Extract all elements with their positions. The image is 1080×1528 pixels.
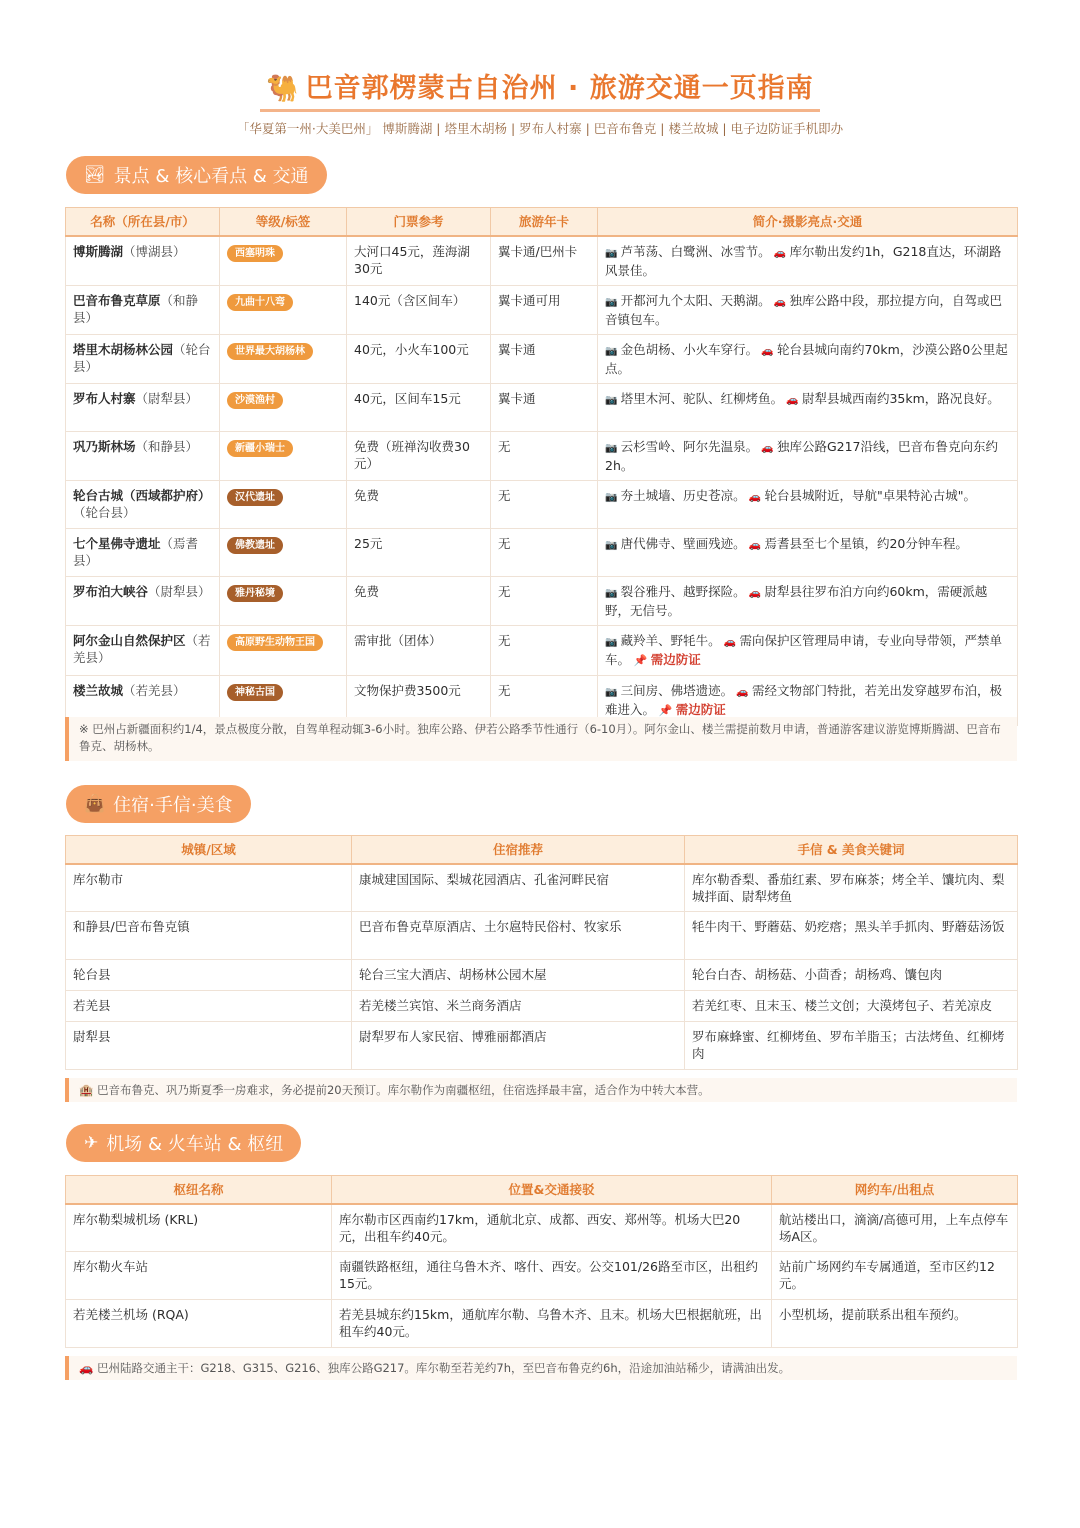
attraction-name: 罗布泊大峡谷 <box>73 583 149 599</box>
attraction-tag-cell <box>220 576 347 625</box>
attraction-tag-badge: 雅丹秘境 <box>227 585 283 602</box>
table-row <box>66 334 1018 383</box>
column-header: 手信 & 美食关键词 <box>685 836 1018 864</box>
ticket-price-cell: 免费（班禅沟收费30元） <box>347 431 491 480</box>
car-icon: 🚗 <box>720 636 740 648</box>
hubs-table <box>65 1175 1018 1348</box>
column-header: 简介·摄影亮点·交通 <box>598 208 1018 236</box>
highlight-text: 藏羚羊、野牦牛。 <box>620 632 721 648</box>
traffic-text: 尉犁县往罗布泊方向约60km，需硬派越野，无信号。 <box>605 583 988 618</box>
attraction-tag-cell <box>220 528 347 576</box>
table-header-row <box>66 1176 1018 1204</box>
traffic-text: 需经文物部门特批，若羌出发穿越罗布泊，极难进入。 <box>605 682 1002 717</box>
annual-card-cell: 无 <box>491 528 598 576</box>
page-header <box>0 66 1080 112</box>
ticket-price-cell: 140元（含区间车） <box>347 285 491 334</box>
annual-card-cell: 翼卡通 <box>491 383 598 431</box>
lodging-table <box>65 835 1018 1070</box>
car-icon: 🚗 <box>745 539 765 551</box>
ticket-price-cell: 免费 <box>347 576 491 625</box>
attraction-name-cell <box>66 528 220 576</box>
traffic-text: 库尔勒出发约1h，G218直达，环湖路风景佳。 <box>605 243 1002 278</box>
highlight-text: 芦苇荡、白鹭洲、冰雪节。 <box>620 243 771 259</box>
attraction-name: 阿尔金山自然保护区 <box>73 632 186 648</box>
table-row <box>66 1022 1018 1070</box>
camera-icon: 📷 <box>605 491 621 503</box>
table-header-row <box>66 208 1018 236</box>
attraction-name-cell <box>66 236 220 286</box>
attraction-county: （和静县） <box>135 438 199 454</box>
food-cell: 轮台白杏、胡杨菇、小茴香；胡杨鸡、馕包肉 <box>685 960 1018 991</box>
attraction-county: （若羌县） <box>73 632 211 665</box>
table-row <box>66 480 1018 528</box>
annual-card-cell: 无 <box>491 480 598 528</box>
car-icon: 🚗 <box>783 394 802 406</box>
traffic-text: 独库公路G217沿线，巴音布鲁克向东约2h。 <box>605 438 999 473</box>
attraction-tag-cell <box>220 431 347 480</box>
attraction-name: 巴音布鲁克草原 <box>73 292 161 308</box>
attractions-note: ※ 巴州占新疆面积约1/4，景点极度分散，自驾单程动辄3-6小时。独库公路、伊若公路季节性通行（6-10月）。阿尔金山、楼兰需提前数月申请，普通游客建议游览博斯腾湖、巴音布鲁克、胡杨林。 <box>65 717 1017 761</box>
attraction-name-cell <box>66 625 220 675</box>
attraction-tag-cell <box>220 334 347 383</box>
camera-icon: 📷 <box>605 394 621 406</box>
attraction-tag-cell <box>220 480 347 528</box>
table-row <box>66 912 1018 960</box>
attraction-name: 博斯腾湖 <box>73 243 124 259</box>
attraction-name-cell <box>66 576 220 625</box>
hotel-cell: 巴音布鲁克草原酒店、土尔扈特民俗村、牧家乐 <box>352 912 685 960</box>
attraction-tag-cell <box>220 625 347 675</box>
hotel-cell: 若羌楼兰宾馆、米兰商务酒店 <box>352 991 685 1022</box>
highlight-text: 三间房、佛塔遗迹。 <box>620 682 734 698</box>
column-header: 网约车/出租点 <box>772 1176 1018 1204</box>
table-row <box>66 528 1018 576</box>
table-row <box>66 1204 1018 1252</box>
traffic-text: 需向保护区管理局申请，专业向导带领，严禁单车。 <box>605 632 1002 667</box>
table-row <box>66 1252 1018 1300</box>
hub-taxi-cell: 小型机场，提前联系出租车预约。 <box>772 1300 1018 1348</box>
table-row <box>66 383 1018 431</box>
hotel-cell: 尉犁罗布人家民宿、博雅丽都酒店 <box>352 1022 685 1070</box>
column-header: 旅游年卡 <box>491 208 598 236</box>
car-icon: 🚗 <box>758 442 777 454</box>
section-attractions-header: 🏞 景点 & 核心看点 & 交通 <box>66 156 327 194</box>
pin-icon: 📌 <box>655 703 676 717</box>
hub-location-cell: 库尔勒市区西南约17km，通航北京、成都、西安、郑州等。机场大巴20元，出租车约40元。 <box>332 1204 772 1252</box>
area-cell: 轮台县 <box>66 960 352 991</box>
annual-card-cell: 翼卡通可用 <box>491 285 598 334</box>
car-icon: 🚗 <box>745 491 765 503</box>
column-header: 枢纽名称 <box>66 1176 332 1204</box>
ticket-price-cell: 大河口45元，莲海湖30元 <box>347 236 491 286</box>
ticket-price-cell: 免费 <box>347 480 491 528</box>
attraction-name-cell <box>66 383 220 431</box>
ticket-price-cell: 文物保护费3500元 <box>347 675 491 725</box>
attraction-tag-badge: 汉代遗址 <box>227 489 283 506</box>
traffic-text: 尉犁县城西南约35km，路况良好。 <box>801 390 1000 406</box>
annual-card-cell: 无 <box>491 431 598 480</box>
food-cell: 库尔勒香梨、番茄红素、罗布麻茶；烤全羊、馕坑肉、梨城拌面、尉犁烤鱼 <box>685 864 1018 912</box>
area-cell: 尉犁县 <box>66 1022 352 1070</box>
column-header: 名称（所在县/市） <box>66 208 220 236</box>
ticket-price-cell: 40元，小火车100元 <box>347 334 491 383</box>
attractions-table <box>65 207 1018 726</box>
area-cell: 库尔勒市 <box>66 864 352 912</box>
table-row <box>66 991 1018 1022</box>
highlight-text: 裂谷雅丹、越野探险。 <box>620 583 746 599</box>
attraction-tag-badge: 佛教遗址 <box>227 537 283 554</box>
highlight-text: 夯土城墙、历史苍凉。 <box>620 487 746 503</box>
hub-name-cell: 库尔勒梨城机场 (KRL) <box>66 1204 332 1252</box>
intro-traffic-cell <box>598 625 1018 675</box>
shopping-bag-icon: 👜 <box>84 794 106 814</box>
intro-traffic-cell <box>598 431 1018 480</box>
attraction-county: （和静县） <box>73 292 199 325</box>
camera-icon: 📷 <box>605 539 621 551</box>
attraction-county: （焉耆县） <box>73 535 199 568</box>
column-header: 等级/标签 <box>220 208 347 236</box>
page-title: 🐫 巴音郭楞蒙古自治州 · 旅游交通一页指南 <box>260 66 819 112</box>
hotel-cell: 康城建国国际、梨城花园酒店、孔雀河畔民宿 <box>352 864 685 912</box>
car-icon: 🚗 <box>770 296 790 308</box>
section-hubs-header: ✈ 机场 & 火车站 & 枢纽 <box>66 1124 301 1162</box>
table-row <box>66 625 1018 675</box>
table-header-row <box>66 836 1018 864</box>
car-icon: 🚗 <box>79 1361 94 1375</box>
intro-traffic-cell <box>598 285 1018 334</box>
car-icon: 🚗 <box>733 686 752 698</box>
ticket-price-cell: 需审批（团体） <box>347 625 491 675</box>
car-icon: 🚗 <box>758 345 777 357</box>
attraction-name: 塔里木胡杨林公园 <box>73 341 174 357</box>
attraction-name: 楼兰故城 <box>73 682 124 698</box>
hotel-icon: 🏨 <box>79 1083 94 1097</box>
hub-location-cell: 若羌县城东约15km，通航库尔勒、乌鲁木齐、且末。机场大巴根据航班，出租车约40元。 <box>332 1300 772 1348</box>
table-row <box>66 864 1018 912</box>
car-icon: 🚗 <box>745 587 765 599</box>
annual-card-cell: 翼卡通/巴州卡 <box>491 236 598 286</box>
annual-card-cell: 翼卡通 <box>491 334 598 383</box>
highlight-text: 金色胡杨、小火车穿行。 <box>620 341 759 357</box>
camera-icon: 📷 <box>605 686 621 698</box>
food-cell: 罗布麻蜂蜜、红柳烤鱼、罗布羊脂玉；古法烤鱼、红柳烤肉 <box>685 1022 1018 1070</box>
hotel-cell: 轮台三宝大酒店、胡杨林公园木屋 <box>352 960 685 991</box>
intro-traffic-cell <box>598 528 1018 576</box>
attraction-tag-badge: 西塞明珠 <box>227 245 283 262</box>
column-header: 门票参考 <box>347 208 491 236</box>
camel-icon: 🐫 <box>266 74 300 104</box>
attraction-county: （轮台县） <box>73 341 211 374</box>
camera-icon: 📷 <box>605 345 621 357</box>
annual-card-cell: 无 <box>491 625 598 675</box>
car-icon: 🚗 <box>770 247 790 259</box>
food-cell: 牦牛肉干、野蘑菇、奶疙瘩；黑头羊手抓肉、野蘑菇汤饭 <box>685 912 1018 960</box>
table-row <box>66 285 1018 334</box>
border-permit-warning: 需边防证 <box>650 651 701 667</box>
hub-taxi-cell: 站前广场网约车专属通道，至市区约12元。 <box>772 1252 1018 1300</box>
traffic-text: 焉耆县至七个星镇，约20分钟车程。 <box>764 535 968 551</box>
attraction-county: （博湖县） <box>123 243 186 259</box>
intro-traffic-cell <box>598 334 1018 383</box>
border-permit-warning: 需边防证 <box>675 701 726 717</box>
attraction-county: （尉犁县） <box>148 583 211 599</box>
hubs-note: 🚗 巴州陆路交通主干：G218、G315、G216、独库公路G217。库尔勒至若羌约7h，至巴音布鲁克约6h，沿途加油站稀少，请满油出发。 <box>65 1356 1017 1380</box>
column-header: 住宿推荐 <box>352 836 685 864</box>
attraction-name-cell <box>66 285 220 334</box>
attraction-tag-badge: 沙漠渔村 <box>227 392 283 409</box>
attraction-name-cell <box>66 480 220 528</box>
page-subtitle: 「华夏第一州·大美巴州」 博斯腾湖 | 塔里木胡杨 | 罗布人村寨 | 巴音布鲁克 | 楼兰故城 | 电子边防证手机即办 <box>236 121 844 136</box>
attraction-name: 轮台古城（西域都护府） <box>73 487 211 503</box>
table-row <box>66 576 1018 625</box>
traffic-text: 独库公路中段，那拉提方向，自驾或巴音镇包车。 <box>605 292 1002 327</box>
table-row <box>66 1300 1018 1348</box>
camera-icon: 📷 <box>605 442 621 454</box>
attraction-county: （若羌县） <box>123 682 186 698</box>
attraction-tag-cell <box>220 285 347 334</box>
camera-icon: 📷 <box>605 247 621 259</box>
table-row <box>66 431 1018 480</box>
intro-traffic-cell <box>598 383 1018 431</box>
traffic-text: 轮台县城向南约70km，沙漠公路0公里起点。 <box>605 341 1008 376</box>
column-header: 城镇/区域 <box>66 836 352 864</box>
highlight-text: 开都河九个太阳、天鹅湖。 <box>620 292 771 308</box>
area-cell: 若羌县 <box>66 991 352 1022</box>
hub-name-cell: 若羌楼兰机场 (RQA) <box>66 1300 332 1348</box>
table-row <box>66 236 1018 286</box>
table-row <box>66 960 1018 991</box>
attraction-tag-badge: 神秘古国 <box>227 684 283 701</box>
attraction-name-cell <box>66 334 220 383</box>
pin-icon: 📌 <box>630 653 651 667</box>
food-cell: 若羌红枣、且末玉、楼兰文创；大漠烤包子、若羌凉皮 <box>685 991 1018 1022</box>
attraction-name-cell <box>66 431 220 480</box>
hub-location-cell: 南疆铁路枢纽，通往乌鲁木齐、喀什、西安。公交101/26路至市区，出租约15元。 <box>332 1252 772 1300</box>
attraction-tag-cell <box>220 383 347 431</box>
highlight-text: 云杉雪岭、阿尔先温泉。 <box>620 438 759 454</box>
hub-name-cell: 库尔勒火车站 <box>66 1252 332 1300</box>
attraction-county: （轮台县） <box>73 504 136 520</box>
intro-traffic-cell <box>598 576 1018 625</box>
airplane-icon: ✈ <box>84 1133 99 1153</box>
attraction-tag-badge: 九曲十八弯 <box>227 294 293 311</box>
attraction-tag-badge: 新疆小瑞士 <box>227 440 293 457</box>
camera-icon: 📷 <box>605 636 621 648</box>
camera-icon: 📷 <box>605 587 621 599</box>
intro-traffic-cell <box>598 480 1018 528</box>
hub-taxi-cell: 航站楼出口，滴滴/高德可用，上车点停车场A区。 <box>772 1204 1018 1252</box>
attraction-name: 七个星佛寺遗址 <box>73 535 161 551</box>
attraction-tag-badge: 高原野生动物王国 <box>227 634 323 651</box>
attraction-name: 巩乃斯林场 <box>73 438 136 454</box>
annual-card-cell: 无 <box>491 576 598 625</box>
camera-icon: 📷 <box>605 296 621 308</box>
mountain-icon: 🏞 <box>84 165 106 185</box>
section-lodging-header: 👜 住宿·手信·美食 <box>66 785 251 823</box>
lodging-note: 🏨 巴音布鲁克、巩乃斯夏季一房难求，务必提前20天预订。库尔勒作为南疆枢纽，住宿选择最丰富，适合作为中转大本营。 <box>65 1078 1017 1102</box>
area-cell: 和静县/巴音布鲁克镇 <box>66 912 352 960</box>
column-header: 位置&交通接驳 <box>332 1176 772 1204</box>
highlight-text: 塔里木河、驼队、红柳烤鱼。 <box>620 390 784 406</box>
attraction-tag-cell <box>220 236 347 286</box>
attraction-tag-badge: 世界最大胡杨林 <box>227 343 313 360</box>
annual-card-cell: 无 <box>491 675 598 725</box>
attraction-name: 罗布人村寨 <box>73 390 136 406</box>
ticket-price-cell: 40元，区间车15元 <box>347 383 491 431</box>
attraction-county: （尉犁县） <box>135 390 199 406</box>
highlight-text: 唐代佛寺、壁画残迹。 <box>620 535 746 551</box>
traffic-text: 轮台县城附近，导航"卓果特沁古城"。 <box>764 487 976 503</box>
intro-traffic-cell <box>598 236 1018 286</box>
ticket-price-cell: 25元 <box>347 528 491 576</box>
